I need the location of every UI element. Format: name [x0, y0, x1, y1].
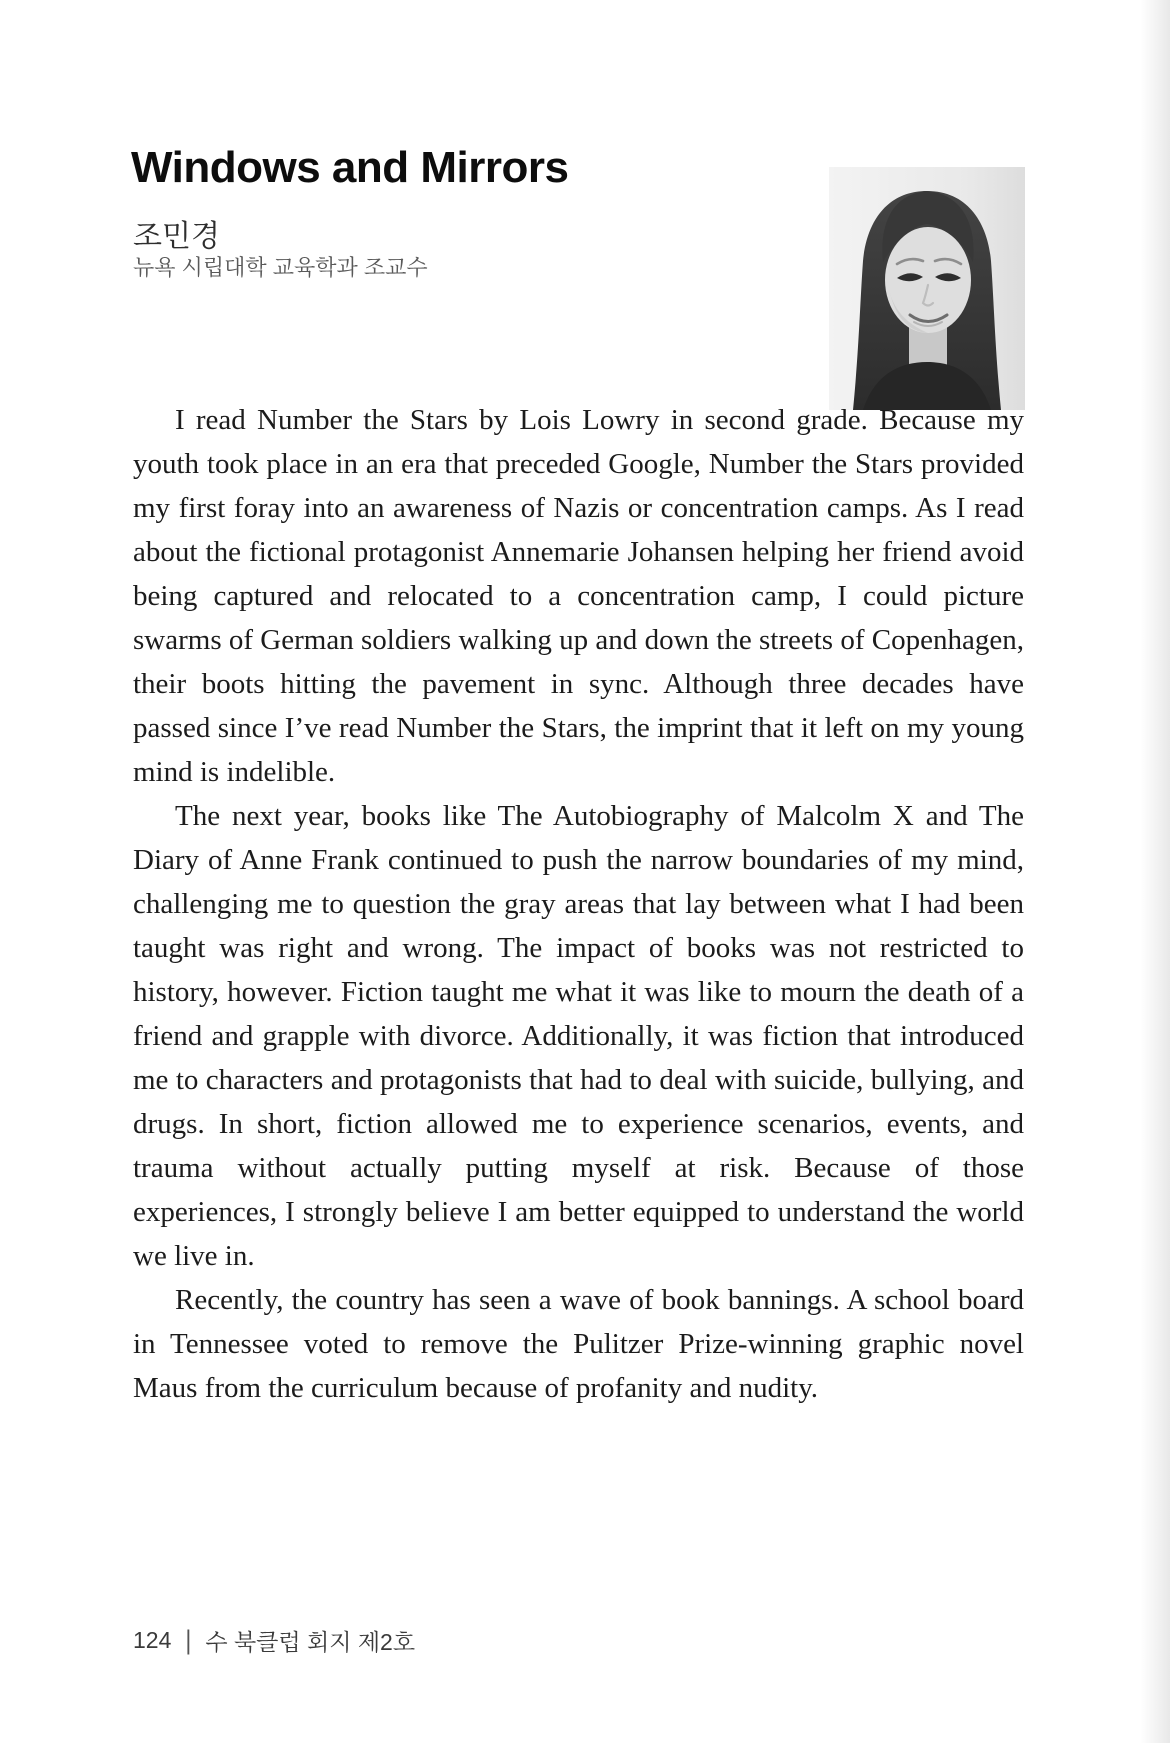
article-body — [133, 398, 1024, 1410]
journal-title: 수 북클럽 회지 제2호 — [205, 1629, 416, 1655]
author-portrait-photo — [829, 167, 1025, 410]
paragraph-1: I read Number the Stars by Lois Lowry in second grade. Because my youth took place in an era that preceded Google, Number the Stars provided my first foray into an awareness of Nazis or concentration camps. As I read about the fictional protagonist Annemarie Johansen helping her friend avoid being captured and relocated to a concentration camp, I could picture swarms of German soldiers walking up and down the streets of Copenhagen, their boots hitting the pavement in sync. Although three decades have passed since I’ve read Number the Stars, the imprint that it left on my young mind is indelible. — [133, 404, 1024, 788]
footer-separator: | — [185, 1624, 192, 1655]
paragraph-2: The next year, books like The Autobiography of Malcolm X and The Diary of Anne Frank continued to push the narrow boundaries of my mind, challenging me to question the gray areas that lay between what I had been taught was right and wrong. The impact of books was not restricted to history, however. Fiction taught me what it was like to mourn the death of a friend and grapple with divorce. Additionally, it was fiction that introduced me to characters and protagonists that had to deal with suicide, bullying, and drugs. In short, fiction allowed me to experience scenarios, events, and trauma without actually putting myself at risk. Because of those experiences, I strongly believe I am better equipped to understand the world we live in. — [133, 800, 1024, 1272]
author-affiliation: 뉴욕 시립대학 교육학과 조교수 — [133, 255, 428, 280]
paragraph-3: Recently, the country has seen a wave of book bannings. A school board in Tennessee voted to remove the Pulitzer Prize-winning graphic novel Maus from the curriculum because of profanity and nudity. — [133, 1284, 1024, 1404]
page-number: 124 — [133, 1627, 172, 1653]
page-footer — [133, 1624, 415, 1657]
face-shape — [885, 227, 971, 333]
author-name: 조민경 — [133, 220, 220, 253]
page-edge-shading — [1140, 0, 1170, 1743]
page-title: Windows and Mirrors — [131, 143, 569, 192]
